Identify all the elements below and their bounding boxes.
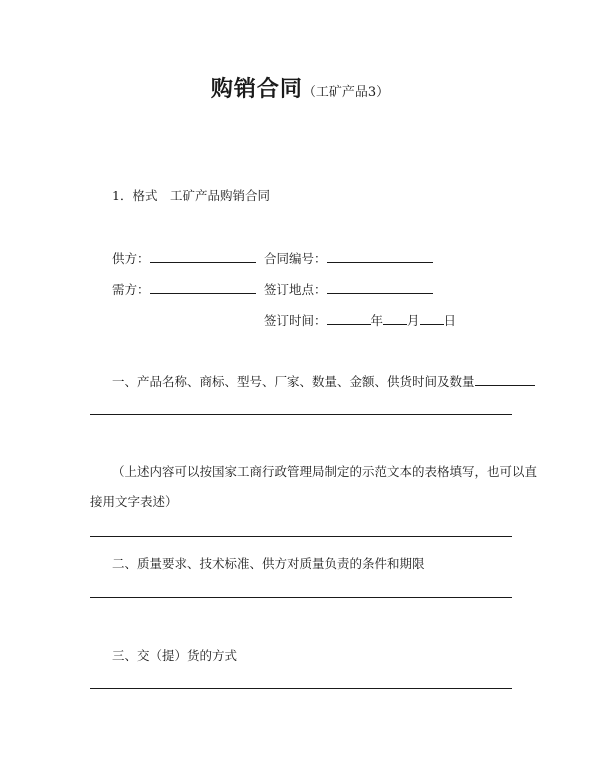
sign-place-label: 签订地点： <box>264 282 327 297</box>
section-2-heading: 二、质量要求、技术标准、供方对质量负责的条件和期限 <box>112 556 425 571</box>
sign-place-blank[interactable] <box>327 279 433 294</box>
format-line: 1．格式 工矿产品购销合同 <box>112 188 270 203</box>
sign-time-row <box>264 310 456 329</box>
note-line-2: 接用文字表述） <box>90 494 178 509</box>
day-blank[interactable] <box>420 310 444 325</box>
section-3-fill-line[interactable] <box>90 688 512 689</box>
month-label: 月 <box>407 313 420 328</box>
supplier-row <box>112 248 256 267</box>
section-1-text: 一、产品名称、商标、型号、厂家、数量、金额、供货时间及数量 <box>112 374 475 389</box>
supplier-label: 供方： <box>112 251 150 266</box>
note-fill-line[interactable] <box>90 536 512 537</box>
contract-no-blank[interactable] <box>327 248 433 263</box>
title-main: 购销合同 <box>210 77 303 102</box>
section-1-heading <box>112 371 535 390</box>
note-line-1: （上述内容可以按国家工商行政管理局制定的示范文本的表格填写，也可以直 <box>112 464 538 479</box>
month-blank[interactable] <box>383 310 407 325</box>
section-2-fill-line[interactable] <box>90 597 512 598</box>
sign-place-row <box>264 279 433 298</box>
buyer-label: 需方： <box>112 282 150 297</box>
document-title <box>0 72 600 103</box>
year-blank[interactable] <box>327 310 371 325</box>
day-label: 日 <box>443 313 457 328</box>
section-1-blank[interactable] <box>475 371 535 386</box>
supplier-blank[interactable] <box>150 248 256 263</box>
sign-time-label: 签订时间： <box>264 313 327 328</box>
contract-no-label: 合同编号： <box>264 251 327 266</box>
title-subtitle: （工矿产品3） <box>302 85 390 100</box>
buyer-row <box>112 279 256 298</box>
section-3-heading: 三、交（提）货的方式 <box>112 648 238 663</box>
buyer-blank[interactable] <box>150 279 256 294</box>
section-1-fill-line[interactable] <box>90 414 512 415</box>
year-label: 年 <box>370 313 384 328</box>
contract-no-row <box>264 248 433 267</box>
